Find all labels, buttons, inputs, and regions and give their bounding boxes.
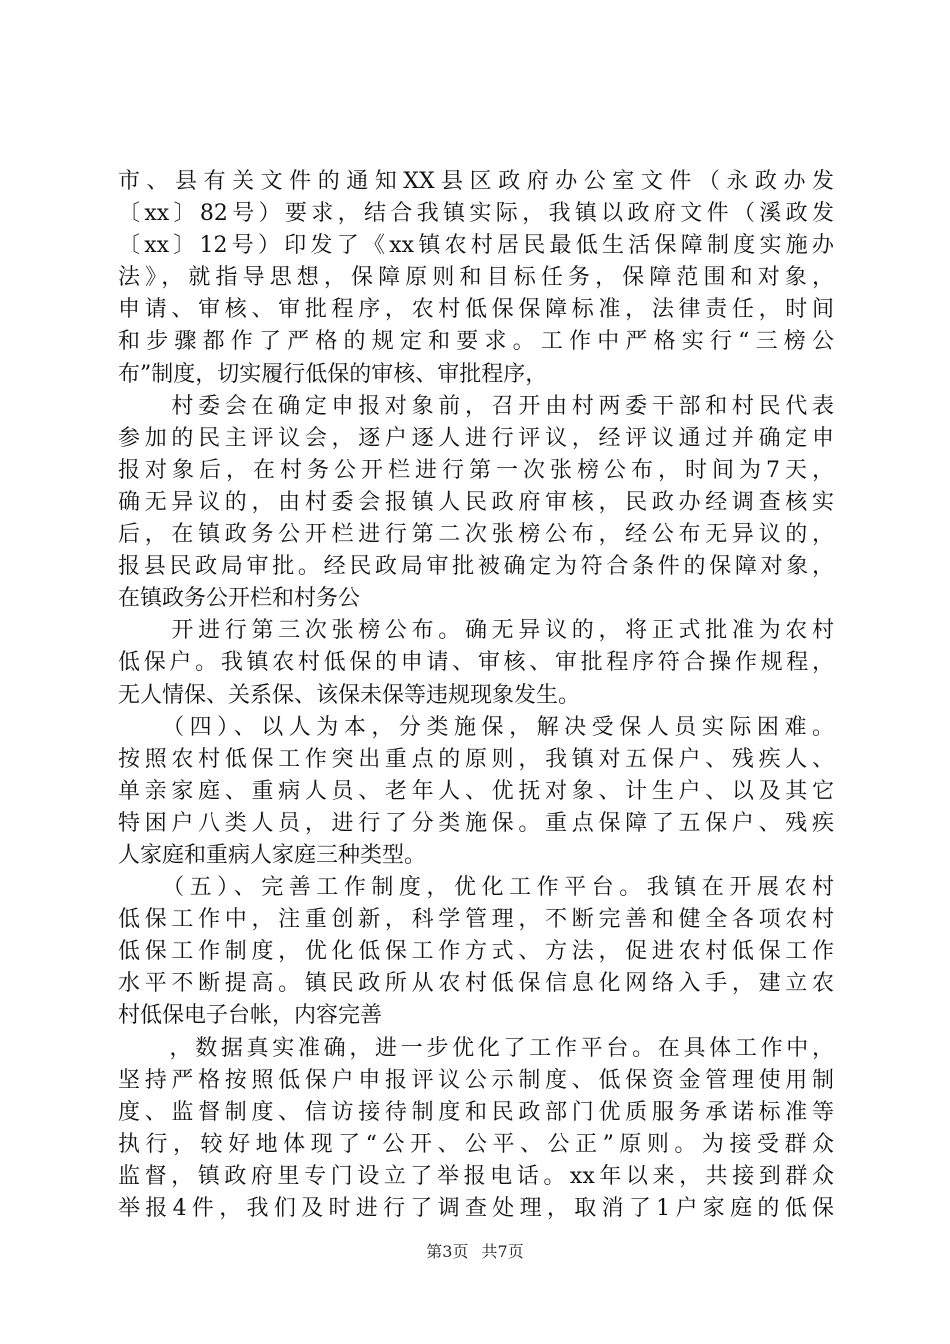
document-body [118, 166, 834, 1225]
text-line: 执行，较好地体现了“公开、公平、公正”原则。为接受群众 [118, 1131, 834, 1157]
text-line: 监督，镇政府里专门设立了举报电话。xx年以来，共接到群众 [118, 1163, 834, 1189]
text-line: 市、县有关文件的通知XX县区政府办公室文件（永政办发 [118, 169, 834, 194]
page-footer [0, 1242, 950, 1262]
text-line: 申请、审核、审批程序，农村低保保障标准，法律责任，时间 [118, 297, 834, 323]
text-line: 〔xx〕82号）要求，结合我镇实际，我镇以政府文件（溪政发 [118, 201, 834, 227]
text-line: 村委会在确定申报对象前，召开由村两委干部和村民代表 [118, 393, 834, 419]
text-line: 低保户。我镇农村低保的申请、审核、审批程序符合操作规程， [118, 650, 834, 676]
text-line: 开进行第三次张榜公布。确无异议的，将正式批准为农村 [118, 618, 834, 644]
text-line: 后，在镇政务公开栏进行第二次张榜公布，经公布无异议的， [118, 522, 834, 548]
text-line: 报对象后，在村务公开栏进行第一次张榜公布，时间为7天， [118, 457, 834, 483]
text-line: 村低保电子台帐，内容完善 [118, 1003, 383, 1029]
text-line: ，数据真实准确，进一步优化了工作平台。在具体工作中， [118, 1035, 834, 1061]
text-line: 〔xx〕12号）印发了《xx镇农村居民最低生活保障制度实施办 [118, 233, 834, 259]
text-line: 按照农村低保工作突出重点的原则，我镇对五保户、残疾人、 [118, 746, 834, 772]
text-line: 确无异议的，由村委会报镇人民政府审核，民政办经调查核实 [118, 489, 834, 515]
text-line: 低保工作制度，优化低保工作方式、方法，促进农村低保工作 [118, 939, 834, 965]
text-line: 低保工作中，注重创新，科学管理，不断完善和健全各项农村 [118, 907, 834, 933]
text-line: 和步骤都作了严格的规定和要求。工作中严格实行“三榜公 [118, 329, 834, 355]
text-line: 坚持严格按照低保户申报评议公示制度、低保资金管理使用制 [118, 1067, 834, 1093]
page-number-total: 共7页 [481, 1242, 524, 1261]
text-line: 人家庭和重病人家庭三种类型。 [118, 842, 427, 868]
text-line: 特困户八类人员，进行了分类施保。重点保障了五保户、残疾 [118, 810, 834, 836]
text-line: 度、监督制度、信访接待制度和民政部门优质服务承诺标准等 [118, 1099, 834, 1125]
text-line: 无人情保、关系保、该保未保等违规现象发生。 [118, 682, 581, 708]
text-line: 法》，就指导思想，保障原则和目标任务，保障范围和对象， [118, 265, 834, 291]
text-line: 在镇政务公开栏和村务公 [118, 586, 361, 612]
text-line: 参加的民主评议会，逐户逐人进行评议，经评议通过并确定申 [118, 425, 834, 451]
page-number-current: 第3页 [426, 1242, 469, 1261]
text-line: 举报4件，我们及时进行了调查处理，取消了1户家庭的低保 [118, 1196, 834, 1221]
text-line: 水平不断提高。镇民政所从农村低保信息化网络入手，建立农 [118, 971, 834, 997]
text-line: 布”制度，切实履行低保的审核、审批程序， [118, 361, 548, 387]
text-line: （五）、完善工作制度，优化工作平台。我镇在开展农村 [118, 875, 834, 901]
text-line: （四）、以人为本，分类施保，解决受保人员实际困难。 [118, 714, 834, 740]
text-line: 单亲家庭、重病人员、老年人、优抚对象、计生户、以及其它 [118, 778, 834, 804]
text-line: 报县民政局审批。经民政局审批被确定为符合条件的保障对象， [118, 554, 834, 580]
